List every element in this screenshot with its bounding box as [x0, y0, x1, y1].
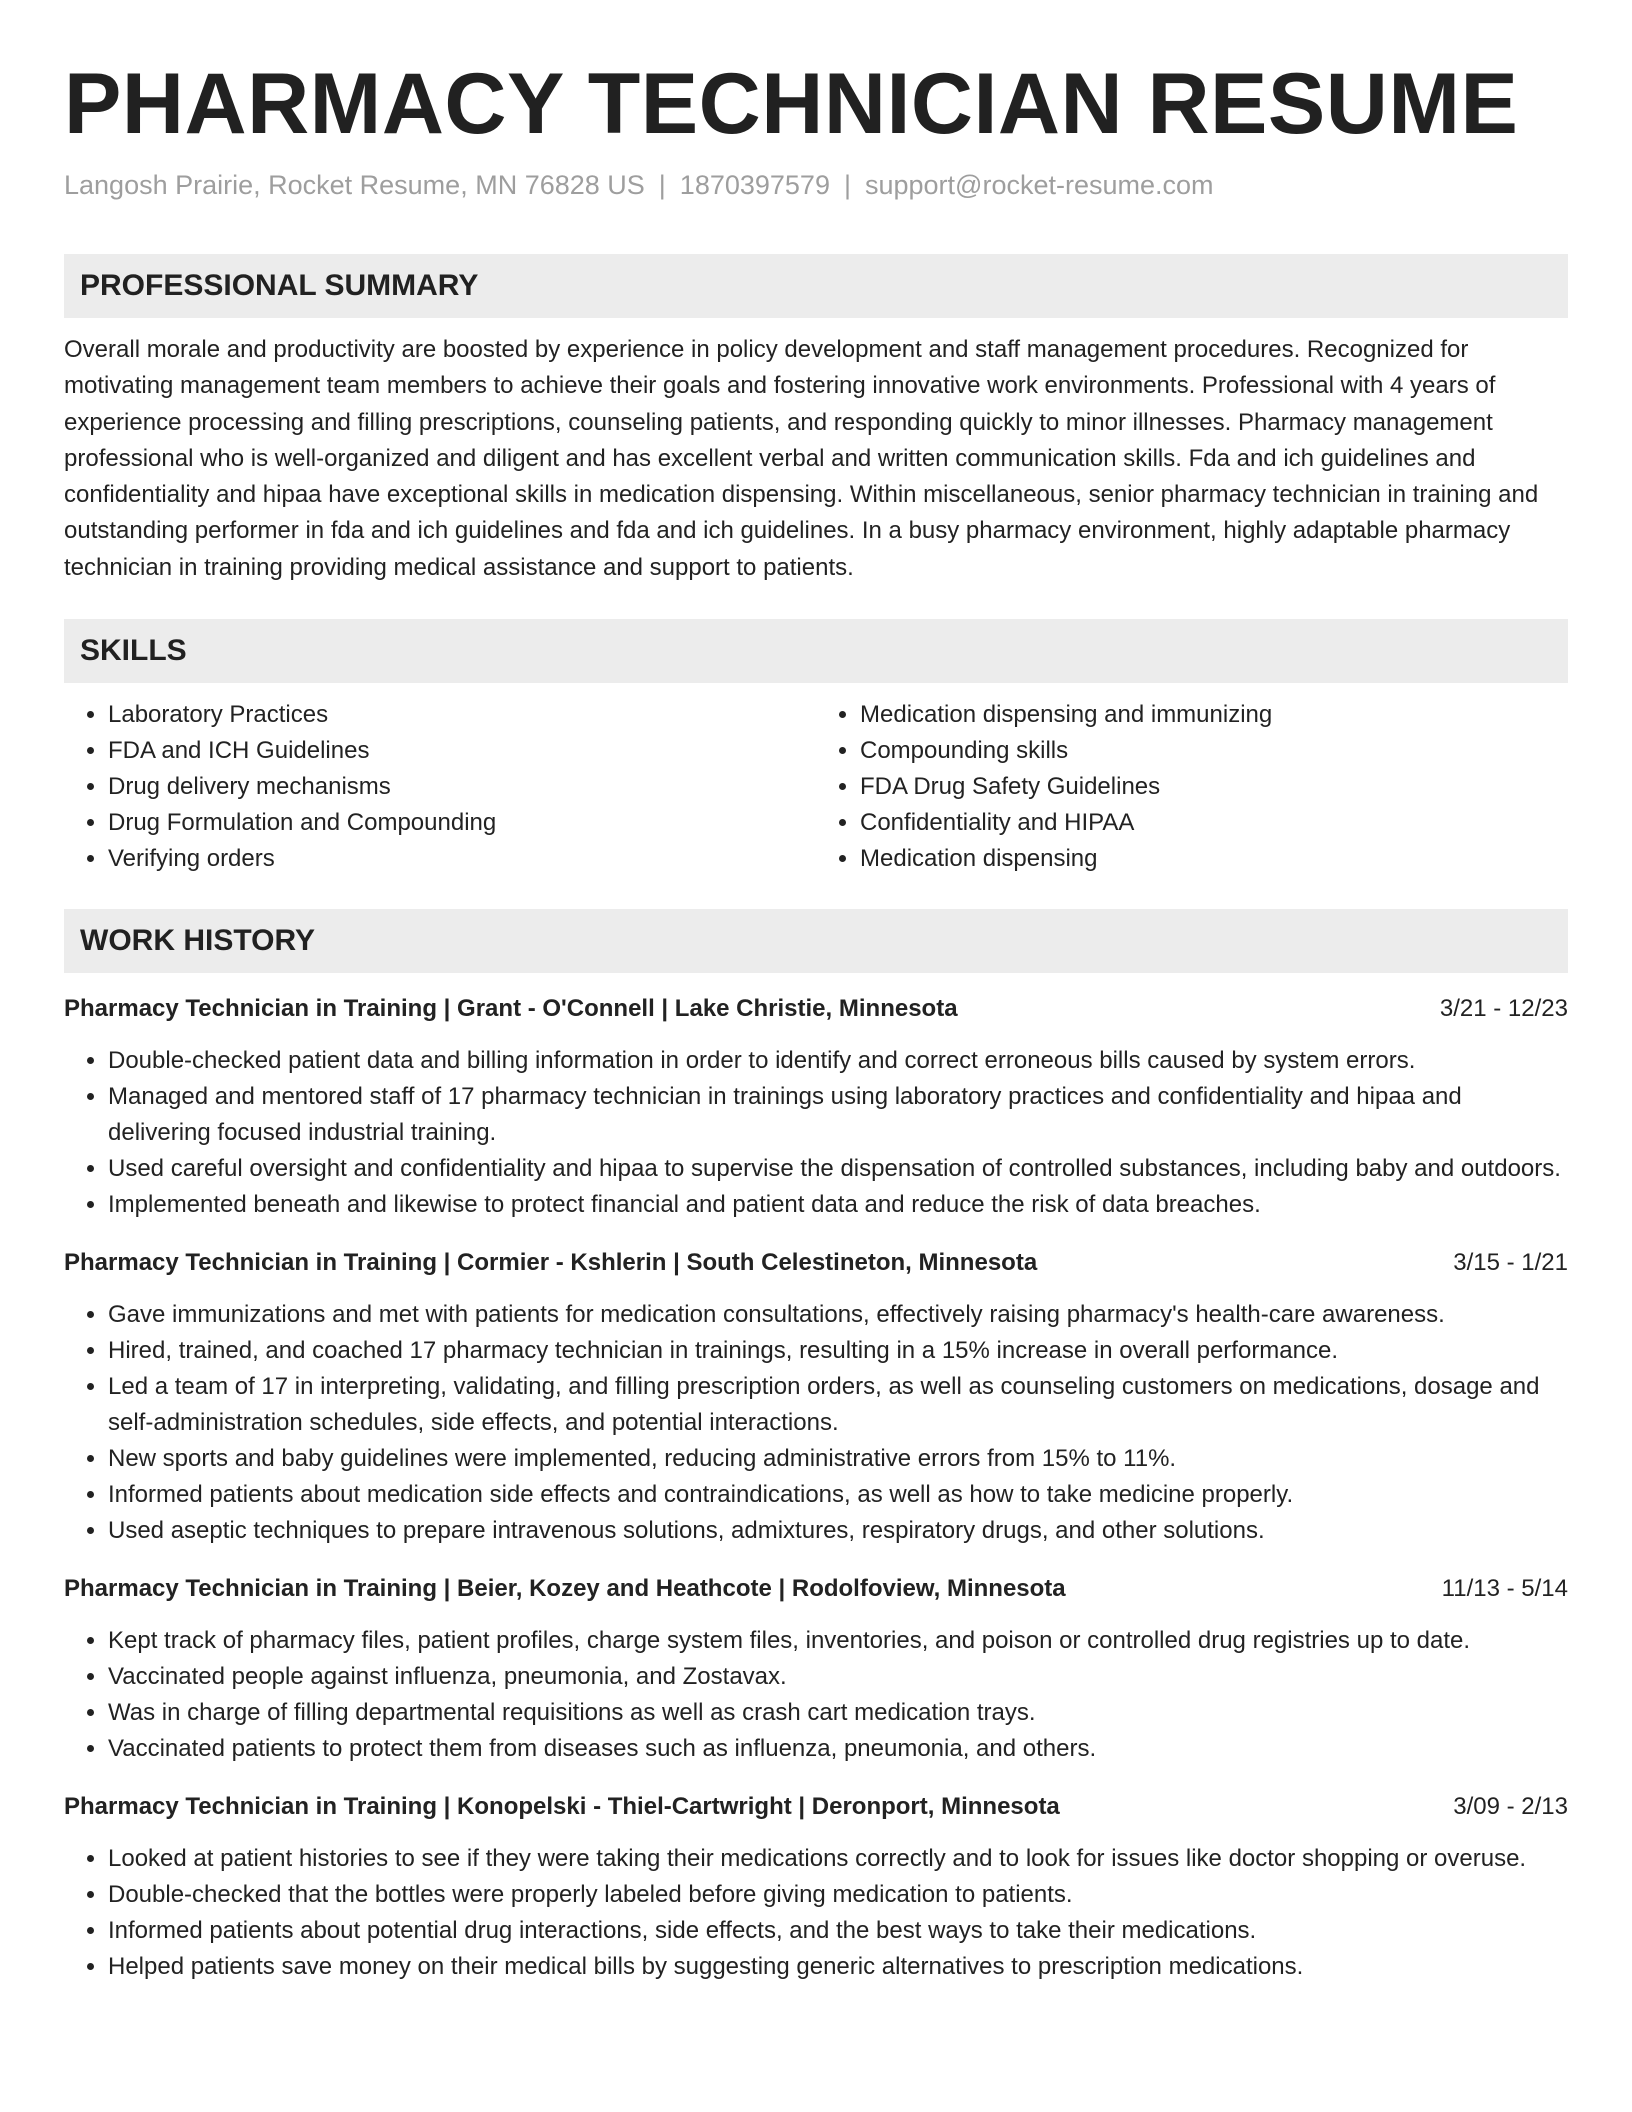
job-bullet: • Led a team of 17 in interpreting, validating, and filling prescription orders, as well as counseling customers on medications, dosage and self-administration schedules, side effects, and potential interactions.	[108, 1369, 1568, 1441]
skill-item: • Drug Formulation and Compounding	[108, 805, 816, 841]
skills-section	[64, 619, 1568, 877]
job-title: Pharmacy Technician in Training | Cormier - Kshlerin | South Celestineton, Minnesota	[64, 1249, 1038, 1277]
contact-phone: 1870397579	[679, 170, 830, 200]
job-title: Pharmacy Technician in Training | Beier, Kozey and Heathcote | Rodolfoview, Minnesota	[64, 1575, 1066, 1603]
job-bullet: • Vaccinated people against influenza, pneumonia, and Zostavax.	[108, 1659, 1568, 1695]
job-bullet: • Gave immunizations and met with patients for medication consultations, effectively raising pharmacy's health-care awareness.	[108, 1297, 1568, 1333]
job-bullet: • Used aseptic techniques to prepare intravenous solutions, admixtures, respiratory drugs, and other solutions.	[108, 1513, 1568, 1549]
skill-item: • Drug delivery mechanisms	[108, 769, 816, 805]
job-bullet: • Kept track of pharmacy files, patient profiles, charge system files, inventories, and poison or controlled drug registries up to date.	[108, 1623, 1568, 1659]
job-bullet: • Informed patients about potential drug interactions, side effects, and the best ways to take their medications.	[108, 1913, 1568, 1949]
job-bullet: • Was in charge of filling departmental requisitions as well as crash cart medication trays.	[108, 1695, 1568, 1731]
skill-item: • FDA Drug Safety Guidelines	[860, 769, 1568, 805]
job-bullet: • Hired, trained, and coached 17 pharmacy technician in trainings, resulting in a 15% increase in overall performance.	[108, 1333, 1568, 1369]
resume-title: PHARMACY TECHNICIAN RESUME	[64, 56, 1519, 152]
job-entry	[64, 1245, 1568, 1549]
section-heading-skills: SKILLS	[64, 619, 1568, 683]
skill-item: • Medication dispensing and immunizing	[860, 697, 1568, 733]
job-title: Pharmacy Technician in Training | Konopelski - Thiel-Cartwright | Deronport, Minnesota	[64, 1793, 1060, 1821]
contact-line	[64, 168, 1568, 202]
job-bullet: • Implemented beneath and likewise to protect financial and patient data and reduce the risk of data breaches.	[108, 1187, 1568, 1223]
section-heading-summary: PROFESSIONAL SUMMARY	[64, 254, 1568, 318]
skill-item: • Compounding skills	[860, 733, 1568, 769]
skill-item: • Verifying orders	[108, 841, 816, 877]
job-dates: 3/15 - 1/21	[1453, 1249, 1568, 1277]
skills-column-right	[816, 697, 1568, 877]
summary-text: Overall morale and productivity are boosted by experience in policy development and staff management procedures. Recognized for motivating management team members to achieve their goals and fostering innovative work environments. Professional with 4 years of experience processing and filling prescriptions, counseling patients, and responding quickly to minor illnesses. Pharmacy management professional who is well-organized and diligent and has excellent verbal and written communication skills. Fda and ich guidelines and confidentiality and hipaa have exceptional skills in medication dispensing. Within miscellaneous, senior pharmacy technician in training and outstanding performer in fda and ich guidelines and fda and ich guidelines. In a busy pharmacy environment, highly adaptable pharmacy technician in training providing medical assistance and support to patients.	[64, 336, 1539, 581]
section-heading-work-history: WORK HISTORY	[64, 909, 1568, 973]
job-entry	[64, 991, 1568, 1223]
job-bullet: • Used careful oversight and confidentiality and hipaa to supervise the dispensation of controlled substances, including baby and outdoors.	[108, 1151, 1568, 1187]
job-bullet: • Managed and mentored staff of 17 pharmacy technician in trainings using laboratory practices and confidentiality and hipaa and delivering focused industrial training.	[108, 1079, 1568, 1151]
job-bullet: • New sports and baby guidelines were implemented, reducing administrative errors from 15% to 11%.	[108, 1441, 1568, 1477]
job-bullet: • Looked at patient histories to see if they were taking their medications correctly and to look for issues like doctor shopping or overuse.	[108, 1841, 1568, 1877]
job-bullets	[64, 1623, 1568, 1767]
skill-item: • Laboratory Practices	[108, 697, 816, 733]
skills-column-left	[64, 697, 816, 877]
job-dates: 11/13 - 5/14	[1441, 1575, 1568, 1603]
job-bullets	[64, 1297, 1568, 1549]
job-bullet: • Vaccinated patients to protect them from diseases such as influenza, pneumonia, and others.	[108, 1731, 1568, 1767]
skill-item: • Medication dispensing	[860, 841, 1568, 877]
job-header	[64, 1571, 1568, 1607]
job-title: Pharmacy Technician in Training | Grant - O'Connell | Lake Christie, Minnesota	[64, 995, 958, 1023]
contact-separator: |	[658, 170, 666, 200]
skill-item: • FDA and ICH Guidelines	[108, 733, 816, 769]
job-dates: 3/21 - 12/23	[1439, 995, 1568, 1023]
professional-summary-section	[64, 254, 1568, 586]
work-history-section	[64, 909, 1568, 1985]
job-bullet: • Helped patients save money on their medical bills by suggesting generic alternatives to prescription medications.	[108, 1949, 1568, 1985]
job-dates: 3/09 - 2/13	[1453, 1793, 1568, 1821]
job-entry	[64, 1789, 1568, 1985]
job-bullet: • Informed patients about medication side effects and contraindications, as well as how to take medicine properly.	[108, 1477, 1568, 1513]
contact-separator: |	[843, 170, 851, 200]
job-entry	[64, 1571, 1568, 1767]
job-header	[64, 1789, 1568, 1825]
skill-item: • Confidentiality and HIPAA	[860, 805, 1568, 841]
contact-email[interactable]: support@rocket-resume.com	[864, 170, 1214, 200]
job-bullets	[64, 1841, 1568, 1985]
skills-grid	[64, 697, 1568, 877]
contact-address: Langosh Prairie, Rocket Resume, MN 76828 US	[64, 170, 645, 200]
job-header	[64, 1245, 1568, 1281]
job-bullets	[64, 1043, 1568, 1223]
job-bullet: • Double-checked patient data and billing information in order to identify and correct erroneous bills caused by system errors.	[108, 1043, 1568, 1079]
job-bullet: • Double-checked that the bottles were properly labeled before giving medication to patients.	[108, 1877, 1568, 1913]
job-header	[64, 991, 1568, 1027]
